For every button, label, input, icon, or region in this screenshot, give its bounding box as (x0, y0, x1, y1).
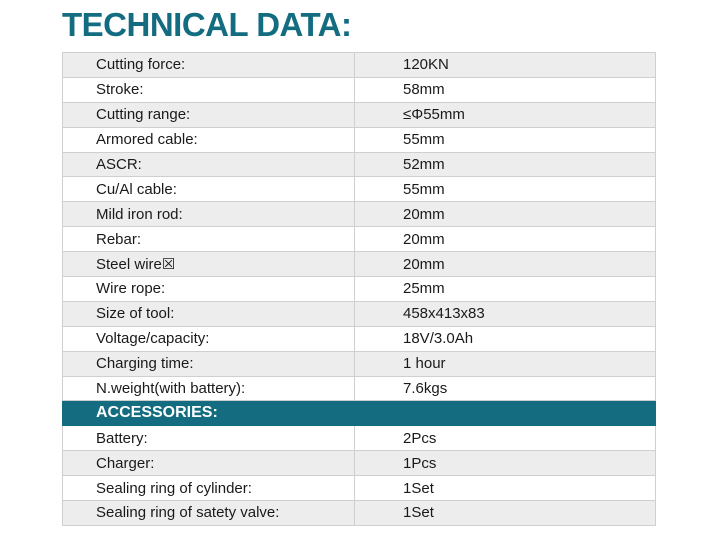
row-label: Sealing ring of satety valve: (63, 501, 355, 526)
spec-row (63, 177, 656, 202)
row-value: ≤Φ55mm (355, 102, 656, 127)
row-label: Stroke: (63, 77, 355, 102)
row-value: 120KN (355, 53, 656, 78)
spec-row (63, 252, 656, 277)
spec-row (63, 326, 656, 351)
row-label: Charger: (63, 451, 355, 476)
row-value: 7.6kgs (355, 376, 656, 401)
accessory-row (63, 426, 656, 451)
spec-row (63, 277, 656, 302)
row-label: Cutting range: (63, 102, 355, 127)
spec-row (63, 77, 656, 102)
row-label: Battery: (63, 426, 355, 451)
accessory-row (63, 476, 656, 501)
row-value: 1Set (355, 476, 656, 501)
spec-row (63, 202, 656, 227)
row-value: 20mm (355, 252, 656, 277)
row-value: 55mm (355, 177, 656, 202)
spec-row (63, 53, 656, 78)
row-value: 1Set (355, 501, 656, 526)
row-value: 25mm (355, 277, 656, 302)
row-label: Cu/Al cable: (63, 177, 355, 202)
spec-row (63, 102, 656, 127)
row-label: Rebar: (63, 227, 355, 252)
row-label: Voltage/capacity: (63, 326, 355, 351)
row-label: Size of tool: (63, 301, 355, 326)
row-label: Cutting force: (63, 53, 355, 78)
row-label: N.weight(with battery): (63, 376, 355, 401)
row-value: 458x413x83 (355, 301, 656, 326)
row-label: ASCR: (63, 152, 355, 177)
row-label: Charging time: (63, 351, 355, 376)
spec-row (63, 351, 656, 376)
spec-row (63, 227, 656, 252)
row-label: Mild iron rod: (63, 202, 355, 227)
page-title: TECHNICAL DATA: (62, 6, 352, 43)
row-label: Steel wire☒ (63, 252, 355, 277)
row-value: 1 hour (355, 351, 656, 376)
accessory-row (63, 501, 656, 526)
accessory-row (63, 451, 656, 476)
row-value: 20mm (355, 227, 656, 252)
accessories-heading: ACCESSORIES: (63, 401, 656, 426)
row-value: 52mm (355, 152, 656, 177)
spec-row (63, 301, 656, 326)
row-value: 55mm (355, 127, 656, 152)
spec-row (63, 152, 656, 177)
row-value: 1Pcs (355, 451, 656, 476)
row-label: Armored cable: (63, 127, 355, 152)
spec-row (63, 376, 656, 401)
spec-table (62, 52, 656, 526)
row-value: 58mm (355, 77, 656, 102)
accessories-heading-row (63, 401, 656, 426)
spec-row (63, 127, 656, 152)
row-label: Sealing ring of cylinder: (63, 476, 355, 501)
row-value: 2Pcs (355, 426, 656, 451)
row-label: Wire rope: (63, 277, 355, 302)
spec-table-body (63, 53, 656, 526)
row-value: 18V/3.0Ah (355, 326, 656, 351)
row-value: 20mm (355, 202, 656, 227)
